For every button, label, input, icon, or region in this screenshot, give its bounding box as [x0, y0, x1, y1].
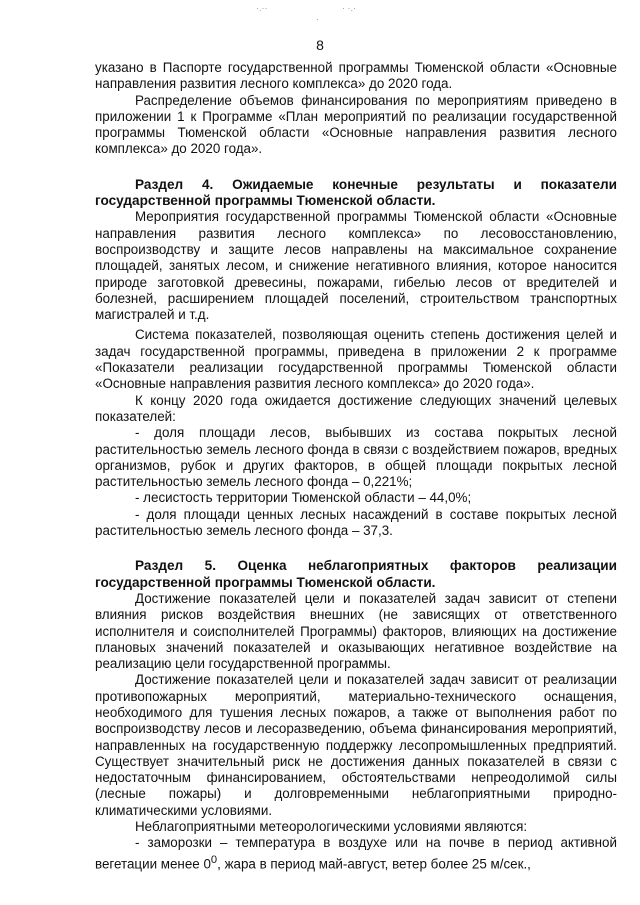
document-body [95, 60, 617, 872]
scan-speck: · [316, 14, 319, 24]
list-item-text: , жара в период май-август, ветер более 25 м/сек., [217, 856, 531, 872]
paragraph: Распределение объемов финансирования по мероприятиям приведено в приложении 1 к Программе «План мероприятий по реализации государственной программы Тюменской области «Основные направления развития лесного комплекса» до 2020 года». [95, 92, 617, 157]
list-item: - доля площади ценных лесных насаждений в составе покрытых лесной растительностью земель лесного фонда – 37,3. [95, 506, 617, 539]
paragraph: указано в Паспорте государственной программы Тюменской области «Основные направления развития лесного комплекса» до 2020 года. [95, 60, 617, 92]
scan-speck: ·.·· [256, 3, 268, 13]
paragraph: Неблагоприятными метеорологическими условиями являются: [135, 819, 528, 835]
paragraph: К концу 2020 года ожидается достижение следующих значений целевых показателей: [95, 392, 617, 424]
list-item: - лесистость территории Тюменской области – 44,0%; [135, 490, 472, 506]
paragraph: Система показателей, позволяющая оценить степень достижения целей и задач государственной программы, приведена в приложении 2 к программе «Показатели реализации государственной программы Тюменской области «Основные направления развития лесного комплекса» до 2020 года». [95, 327, 617, 392]
paragraph: Достижение показателей цели и показателей задач зависит от реализации противопожарных мероприятий, материально-технического оснащения, необходимого для тушения лесных пожаров, а также от выполнения работ по воспроизводству лесов и лесоразведению, объема финансирования мероприятий, направленных на государственную поддержку лесопромышленных предприятий. Существует значительный риск не достижения данных показателей в связи с недостаточным финансированием, обстоятельствами непреодолимой силы (лесные пожары) и долговременными неблагоприятными природно-климатическими условиями. [95, 672, 617, 818]
degree-superscript: 0 [210, 853, 218, 866]
list-item: - доля площади лесов, выбывших из состава покрытых лесной растительностью земель лесного фонда в связи с воздействием пожаров, вредных организмов, рубок и других факторов, в общей площади покрытых лесной растительностью земель лесного фонда – 0,221%; [95, 425, 617, 490]
list-item-text: - заморозки – температура в воздухе или на почве в период активной вегетации менее 0 [95, 835, 617, 872]
paragraph: Мероприятия государственной программы Тюменской области «Основные направления развития лесного комплекса» по лесовосстановлению, воспроизводству и защите лесов направлены на максимальное сохранение площадей, занятых лесом, и снижение негативного влияния, которое наносится природе заготовкой древесины, пожарами, гибелью лесов от вредителей и болезней, расширением площадей поселений, строительством транспортных магистралей и т.д. [95, 209, 617, 323]
section-4-heading: Раздел 4. Ожидаемые конечные результаты и показатели государственной программы Тюменской области. [95, 176, 617, 209]
list-item [95, 835, 617, 872]
section-5-heading: Раздел 5. Оценка неблагоприятных факторов реализации государственной программы Тюменской области. [95, 558, 617, 590]
scan-speck: · ·.· [342, 3, 356, 13]
page-number: 8 [316, 37, 324, 53]
paragraph: Достижение показателей цели и показателей задач зависит от степени влияния рисков воздействия внешних (не зависящих от ответственного исполнителя и соисполнителей Программы) факторов, влияющих на достижение плановых значений показателей и оказывающих негативное воздействие на реализацию цели государственной программы. [95, 590, 617, 672]
